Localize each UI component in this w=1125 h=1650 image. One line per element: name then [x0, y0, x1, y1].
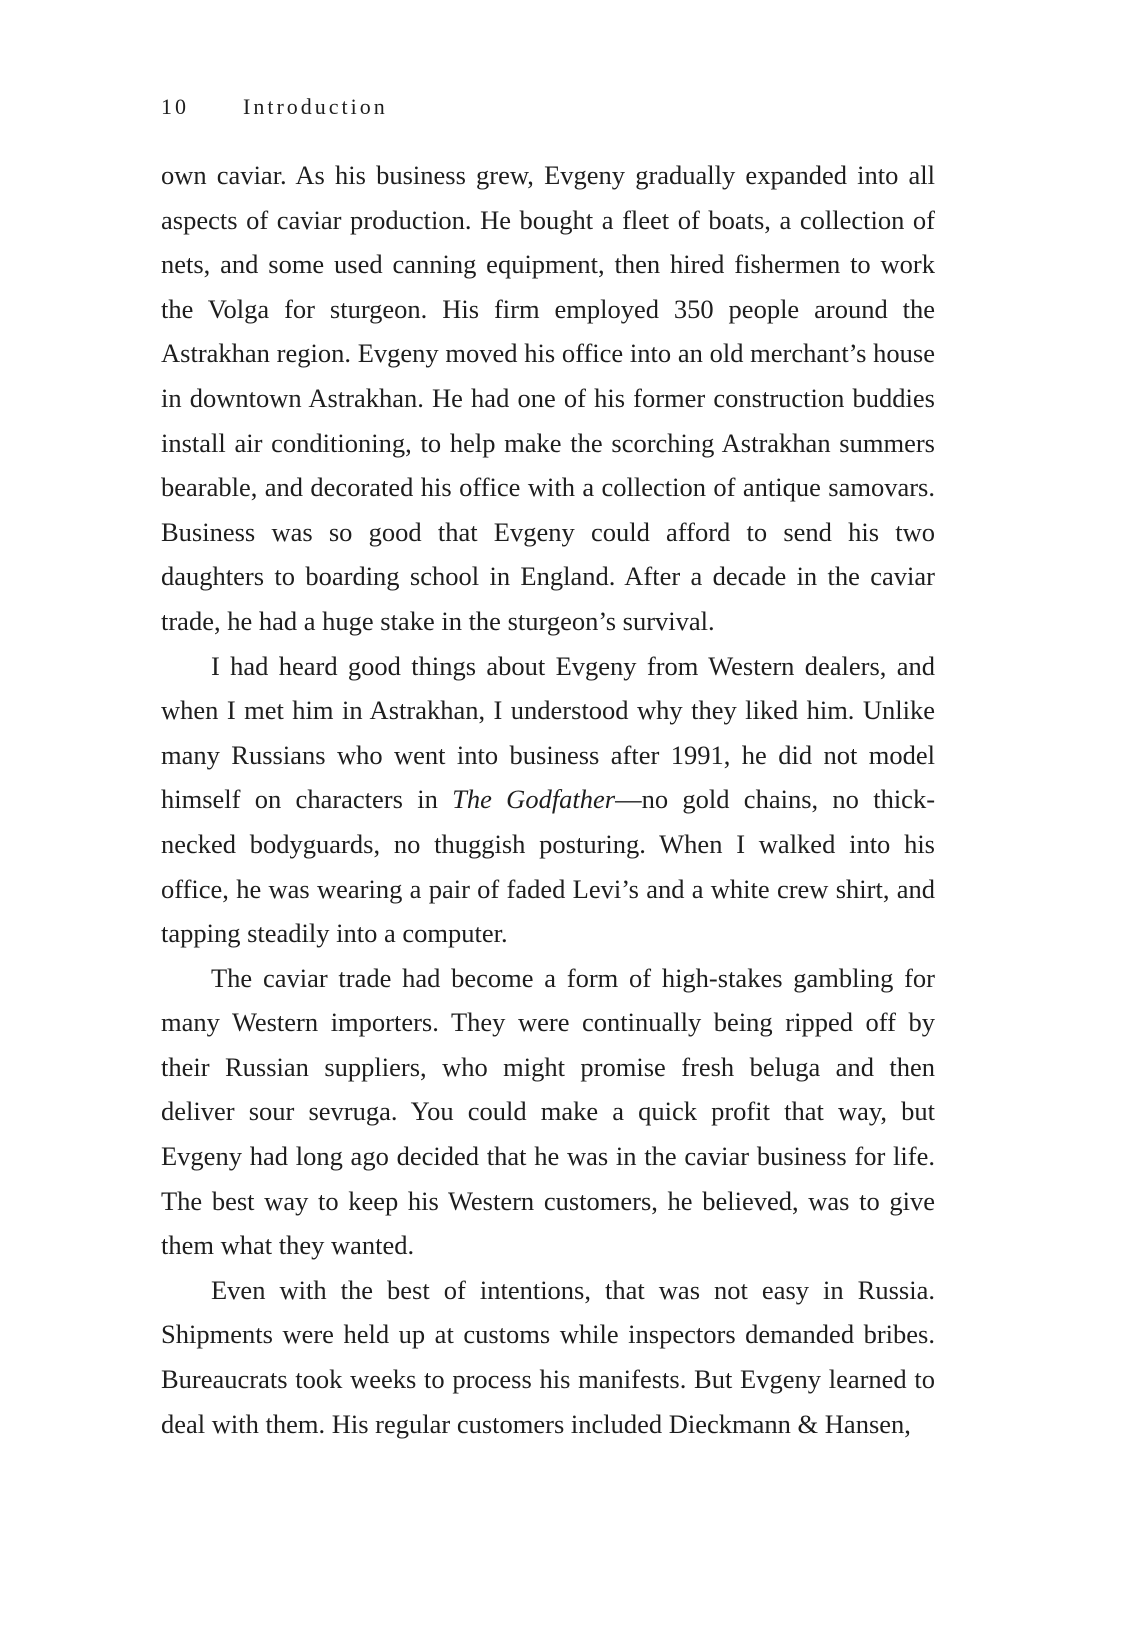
book-title-italic: The Godfather [452, 784, 616, 815]
page-number: 10 [161, 94, 189, 119]
paragraph-2 [161, 644, 935, 956]
paragraph-2-text-end: —no gold chains, no thick-necked bodyguards, no thuggish posturing. When I walked into his office, he was wearing a pair of faded Levi’s and a white crew shirt, and tapping steadily into a computer. [161, 784, 936, 949]
running-title: Introduction [243, 94, 388, 119]
running-head [161, 94, 388, 120]
paragraph-4: Even with the best of intentions, that was not easy in Russia. Shipments were held up at customs while inspectors demanded bribes. Bureaucrats took weeks to process his manifests. But Evgeny learned to deal with them. His regular customers included Dieckmann & Hansen, [161, 1274, 935, 1439]
body-text [161, 153, 935, 1446]
paragraph-1: own caviar. As his business grew, Evgeny gradually expanded into all aspects of caviar production. He bought a fleet of boats, a collection of nets, and some used canning equipment, then hired fishermen to work the Volga for sturgeon. His firm employed 350 people around the Astrakhan region. Evgeny moved his office into an old merchant’s house in downtown Astrakhan. He had one of his former construction buddies install air conditioning, to help make the scorching Astrakhan summers bearable, and decorated his office with a collection of antique samovars. Business was so good that Evgeny could afford to send his two daughters to boarding school in England. After a decade in the caviar trade, he had a huge stake in the sturgeon’s survival. [161, 160, 935, 636]
paragraph-2-text-start: I had heard good things about Evgeny from Western dealers, and when I met him in Astrakhan, I understood why they liked him. Unlike many Russians who went into business after 1991, he did not model himself on characters in [161, 650, 935, 815]
paragraph-3: The caviar trade had become a form of high-stakes gambling for many Western importers. They were continually being ripped off by their Russian suppliers, who might promise fresh beluga and then deliver sour sevruga. You could make a quick profit that way, but Evgeny had long ago decided that he was in the caviar business for life. The best way to keep his Western customers, he believed, was to give them what they wanted. [161, 962, 935, 1261]
